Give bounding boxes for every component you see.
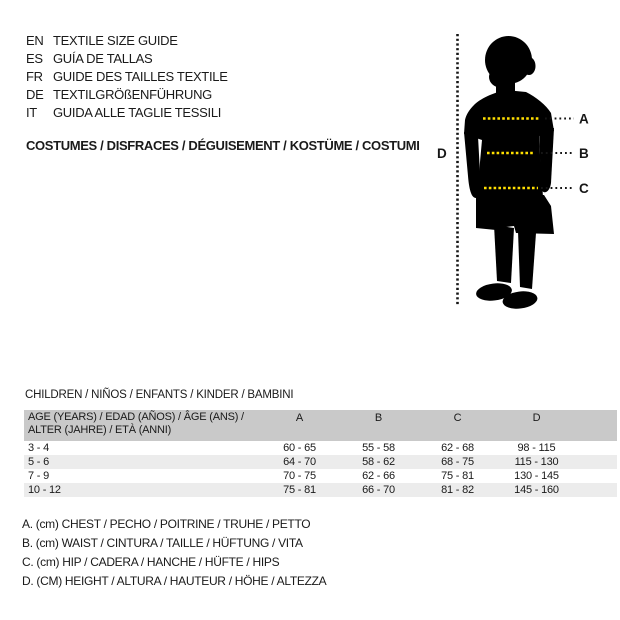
- cell-b: 55 - 58: [362, 442, 395, 454]
- cell-b: 62 - 66: [362, 470, 395, 482]
- cell-d: 115 - 130: [514, 456, 559, 468]
- legend-hip: C. (cm) HIP / CADERA / HANCHE / HÜFTE / HIPS: [22, 555, 280, 569]
- measurement-legend: [22, 515, 326, 591]
- cell-b: 66 - 70: [362, 484, 395, 496]
- cell-b: 58 - 62: [362, 456, 395, 468]
- right-arm-shape: [539, 128, 554, 192]
- table-row: [24, 455, 617, 469]
- language-row: [26, 50, 228, 68]
- table-row: [24, 441, 617, 455]
- language-title: TEXTILGRÖßENFÜHRUNG: [53, 87, 212, 102]
- legend-chest: A. (cm) CHEST / PECHO / POITRINE / TRUHE / PETTO: [22, 517, 311, 531]
- language-title: GUÍA DE TALLAS: [53, 51, 153, 66]
- cell-a: 64 - 70: [283, 456, 316, 468]
- cell-a: 60 - 65: [283, 442, 316, 454]
- cell-d: 98 - 115: [517, 442, 556, 454]
- column-header-c: C: [418, 410, 497, 441]
- language-row: [26, 68, 228, 86]
- language-row: [26, 104, 228, 122]
- language-list: [26, 32, 228, 122]
- child-silhouette: [464, 36, 554, 311]
- left-leg-shape: [494, 225, 514, 283]
- language-row: [26, 86, 228, 104]
- hip-label-c: C: [579, 181, 589, 196]
- cell-c: 81 - 82: [441, 484, 474, 496]
- hair-shape: [523, 57, 536, 75]
- column-header-a: A: [260, 410, 339, 441]
- table-row: [24, 469, 617, 483]
- language-title: GUIDE DES TAILLES TEXTILE: [53, 69, 228, 84]
- cell-c: 68 - 75: [441, 456, 474, 468]
- category-title: COSTUMES / DISFRACES / DÉGUISEMENT / KOSTÜME / COSTUMI: [26, 138, 420, 153]
- waist-label-b: B: [579, 146, 589, 161]
- table-header-row: [24, 410, 617, 441]
- child-measurement-diagram: [430, 20, 620, 315]
- language-title: TEXTILE SIZE GUIDE: [53, 33, 178, 48]
- spacer-cell: [576, 455, 617, 469]
- cell-age: 5 - 6: [28, 456, 50, 468]
- language-title: GUIDA ALLE TAGLIE TESSILI: [53, 105, 222, 120]
- cell-age: 7 - 9: [28, 470, 50, 482]
- spacer-cell: [576, 469, 617, 483]
- column-header-b: B: [339, 410, 418, 441]
- spacer-header: [576, 410, 617, 441]
- language-code: FR: [26, 69, 43, 84]
- spacer-cell: [576, 483, 617, 497]
- cell-d: 130 - 145: [514, 470, 559, 482]
- shorts-shape: [476, 195, 554, 234]
- left-arm-shape: [464, 132, 481, 198]
- language-code: ES: [26, 51, 43, 66]
- table-row: [24, 483, 617, 497]
- cell-c: 62 - 68: [441, 442, 474, 454]
- height-label-d: D: [437, 146, 447, 161]
- cell-c: 75 - 81: [441, 470, 474, 482]
- size-table: [24, 410, 617, 497]
- language-code: IT: [26, 105, 37, 120]
- age-header-line2: ALTER (JAHRE) / ETÀ (ANNI): [28, 424, 172, 436]
- language-row: [26, 32, 228, 50]
- cell-d: 145 - 160: [514, 484, 559, 496]
- cell-age: 10 - 12: [28, 484, 61, 496]
- cell-a: 75 - 81: [283, 484, 316, 496]
- cell-a: 70 - 75: [283, 470, 316, 482]
- language-code: DE: [26, 87, 44, 102]
- age-header-line1: AGE (YEARS) / EDAD (AÑOS) / ÂGE (ANS) /: [28, 411, 244, 423]
- right-leg-shape: [518, 231, 536, 289]
- legend-waist: B. (cm) WAIST / CINTURA / TAILLE / HÜFTUNG / VITA: [22, 536, 303, 550]
- table-title: CHILDREN / NIÑOS / ENFANTS / KINDER / BAMBINI: [25, 389, 294, 401]
- cell-age: 3 - 4: [28, 442, 50, 454]
- age-column-header: [24, 410, 260, 441]
- spacer-cell: [576, 441, 617, 455]
- column-header-d: D: [497, 410, 576, 441]
- chest-label-a: A: [579, 111, 589, 127]
- language-code: EN: [26, 33, 44, 48]
- legend-height: D. (CM) HEIGHT / ALTURA / HAUTEUR / HÖHE / ALTEZZA: [22, 574, 327, 588]
